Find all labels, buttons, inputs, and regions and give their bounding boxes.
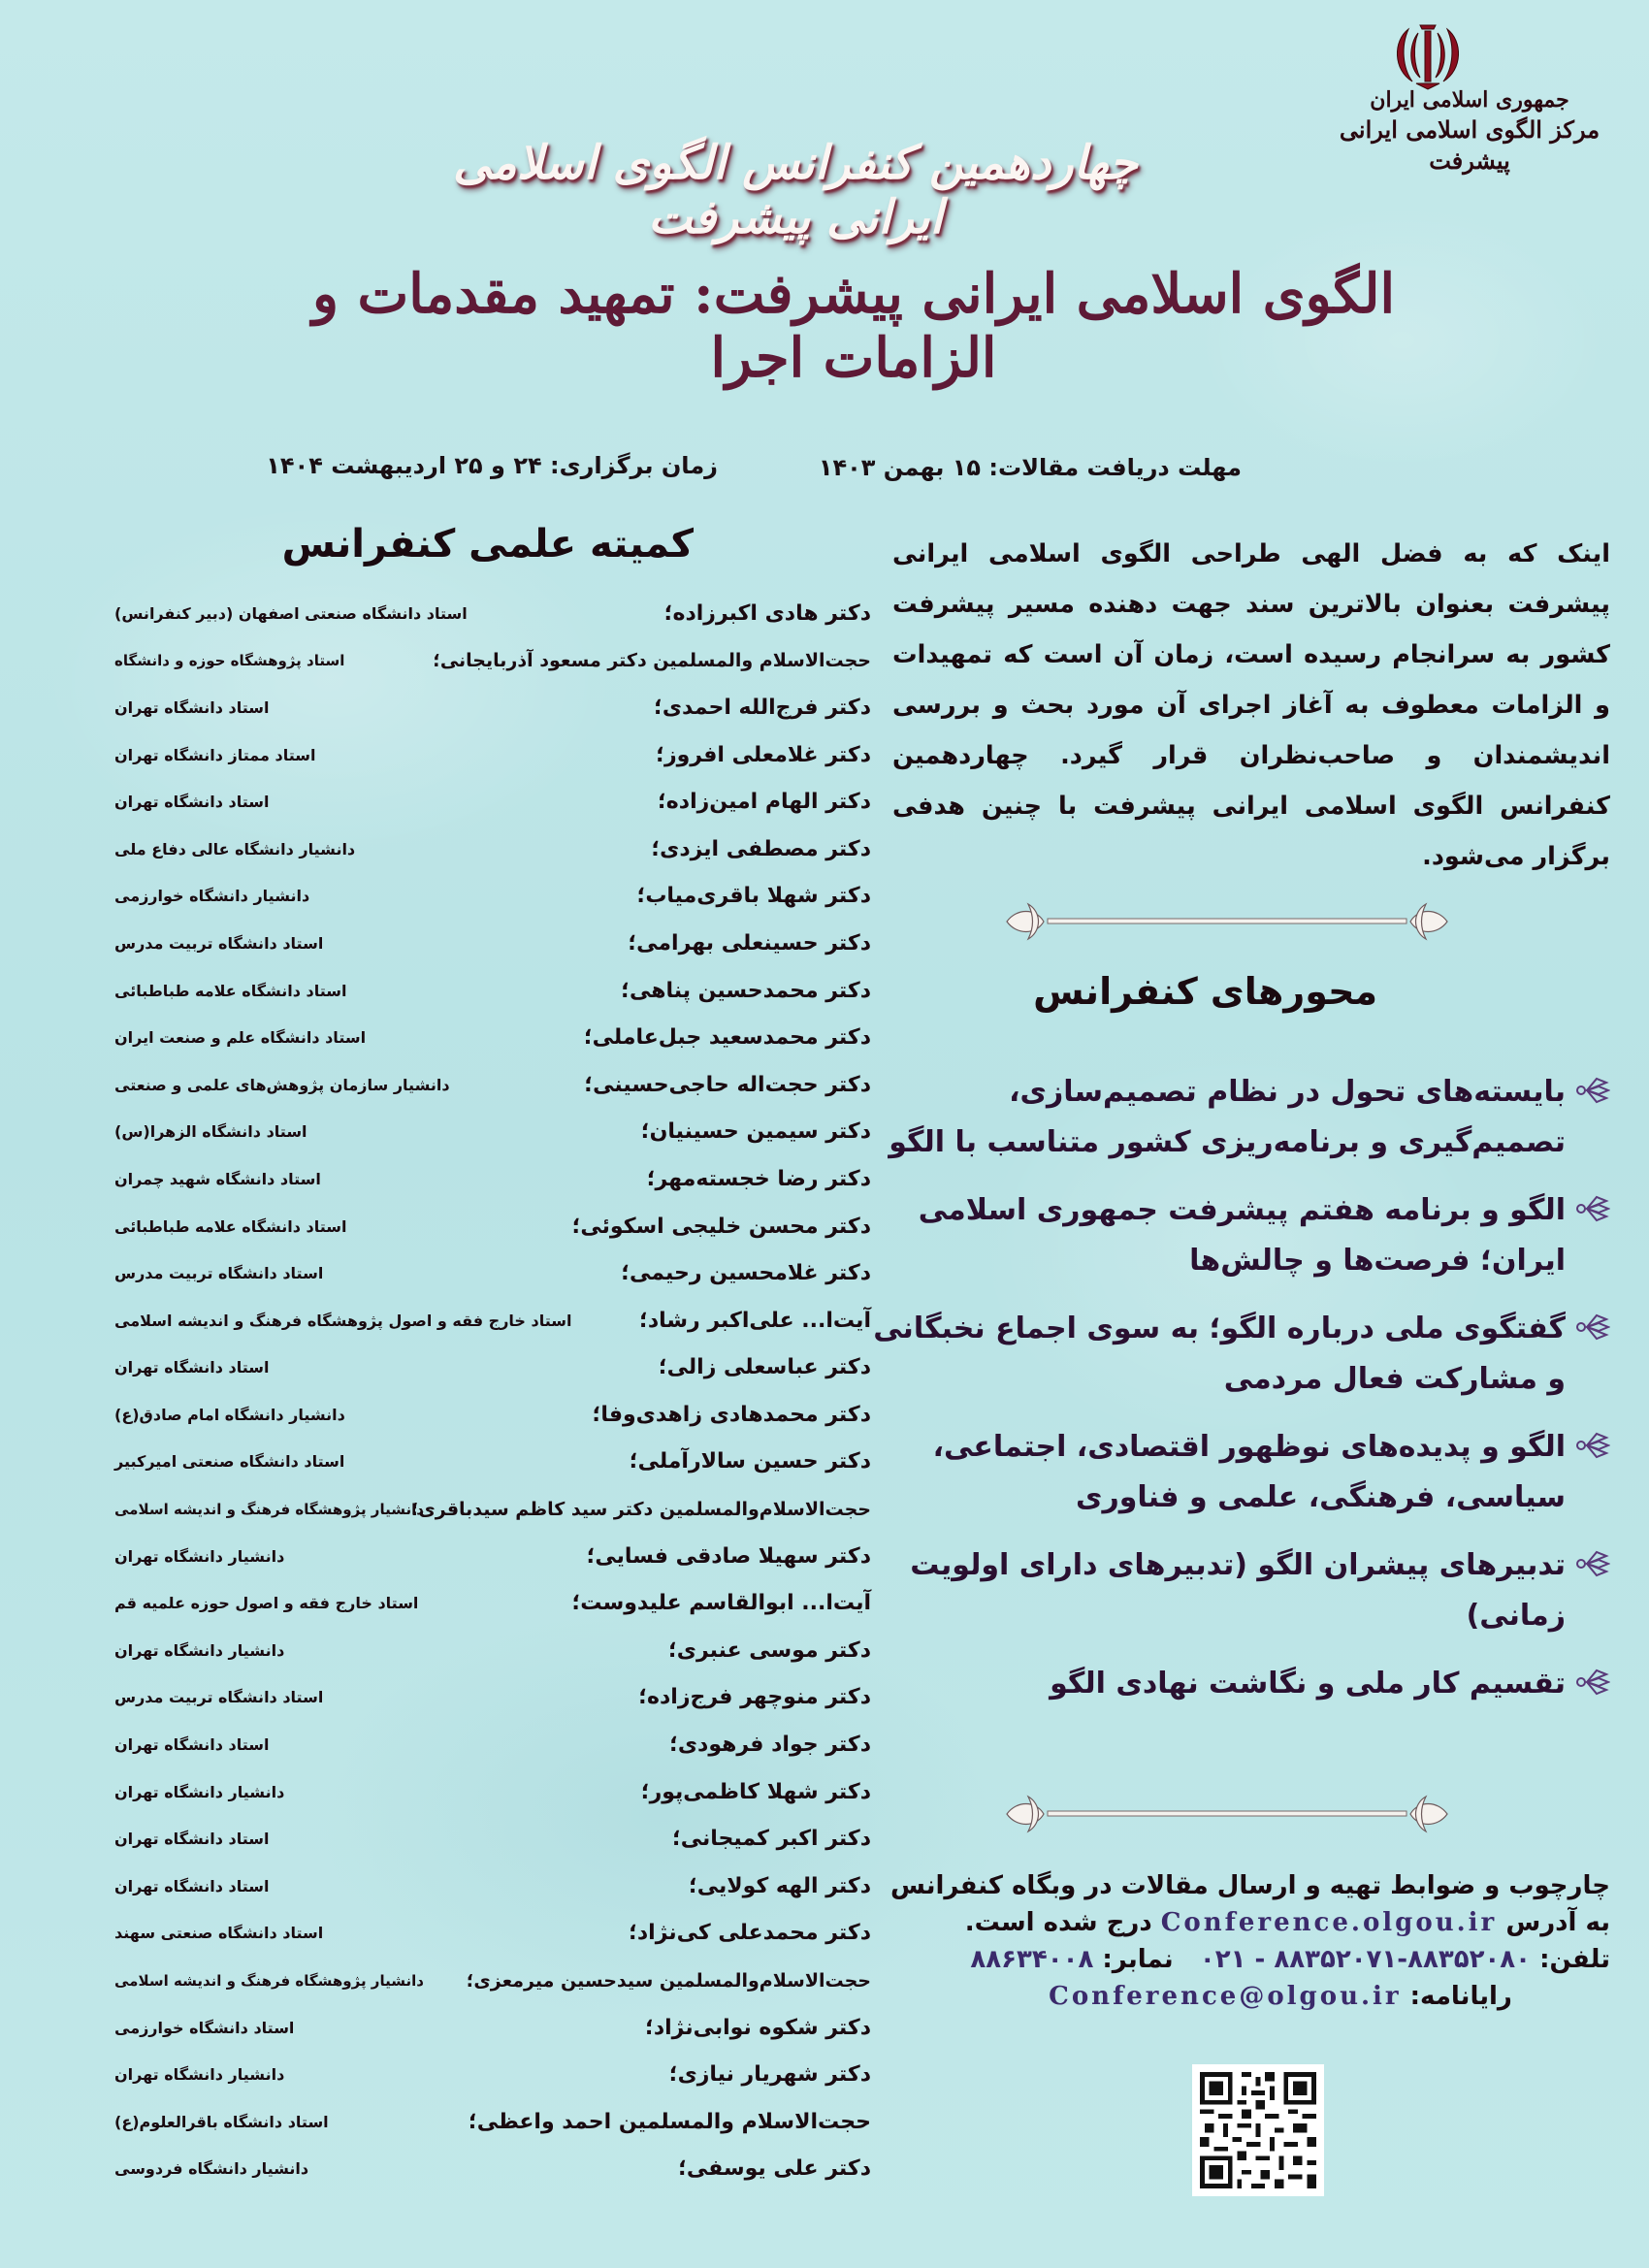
committee-member: [114, 2004, 871, 2052]
member-affiliation: استاد پژوهشگاه حوزه و دانشگاه: [114, 651, 345, 669]
member-name: دکتر منوچهر فرج‌زاده؛: [638, 1685, 871, 1710]
member-affiliation: دانشیار پژوهشگاه فرهنگ و اندیشه اسلامی: [114, 1500, 424, 1518]
qr-code-icon[interactable]: [1192, 2064, 1324, 2196]
member-name: آیت‌ا... ابوالقاسم علیدوست؛: [571, 1591, 871, 1616]
committee-member: [114, 1345, 871, 1392]
member-affiliation: استاد دانشگاه تهران: [114, 1735, 270, 1755]
member-name: دکتر مصطفی ایزدی؛: [651, 836, 871, 861]
member-name: دکتر محمدحسین پناهی؛: [621, 978, 871, 1003]
member-affiliation: دانشیار دانشگاه خوارزمی: [114, 887, 310, 906]
organization-name: [1329, 85, 1610, 177]
committee-member: [114, 1297, 871, 1345]
lotus-bullet-icon: [1573, 1191, 1610, 1226]
topic-item: [873, 1540, 1610, 1641]
committee-member: [114, 1815, 871, 1863]
lotus-bullet-icon: [1573, 1428, 1610, 1463]
committee-member: [114, 1957, 871, 2004]
iran-emblem-icon: [1379, 17, 1476, 95]
member-name: دکتر شهلا کاظمی‌پور؛: [640, 1779, 871, 1804]
topic-text: گفتگوی ملی درباره الگو؛ به سوی اجماع نخبگانی و مشارکت فعال مردمی: [873, 1312, 1566, 1396]
conference-title: چهاردهمین کنفرانس الگوی اسلامی ایرانی پیشرفت: [453, 136, 1138, 244]
committee-member: [114, 967, 871, 1015]
committee-title: کمیته علمی کنفرانس: [281, 522, 694, 567]
topics-title: محورهای کنفرانس: [1033, 970, 1377, 1013]
committee-member: [114, 826, 871, 873]
submission-info: [873, 1867, 1610, 2015]
committee-member: [114, 1061, 871, 1109]
committee-member: [114, 1863, 871, 1910]
committee-member: [114, 2051, 871, 2098]
committee-member: [114, 873, 871, 921]
member-name: حجت‌الاسلام‌والمسلمین دکتر سید کاظم سیدباقری؛: [410, 1498, 871, 1520]
member-name: دکتر غلامعلی افروز؛: [656, 742, 871, 767]
member-name: دکتر محسن خلیجی اسکوئی؛: [571, 1214, 871, 1239]
member-affiliation: استاد خارج فقه و اصول پژوهشگاه فرهنگ و اندیشه اسلامی: [114, 1311, 572, 1330]
topic-item: [873, 1659, 1610, 1709]
submission-line-2: [873, 1904, 1610, 1941]
member-affiliation: استاد دانشگاه تهران: [114, 697, 270, 717]
member-affiliation: استاد دانشگاه صنعتی اصفهان (دبیر کنفرانس): [114, 603, 468, 623]
committee-member: [114, 1627, 871, 1674]
committee-member: [114, 778, 871, 826]
committee-member: [114, 2146, 871, 2193]
member-name: حجت‌الاسلام‌والمسلمین سیدحسین میرمعزی؛: [466, 1969, 871, 1992]
member-name: دکتر سهیلا صادقی فسایی؛: [586, 1543, 871, 1569]
committee-member: [114, 684, 871, 731]
submission-deadline: مهلت دریافت مقالات: ۱۵ بهمن ۱۴۰۳: [818, 454, 1242, 481]
member-name: دکتر محمدعلی کی‌نژاد؛: [629, 1921, 871, 1946]
committee-member: [114, 1579, 871, 1627]
committee-member: [114, 637, 871, 685]
topic-item: [873, 1304, 1610, 1405]
member-name: دکتر حجت‌اله حاجی‌حسینی؛: [584, 1072, 871, 1097]
member-name: دکتر هادی اکبرزاده؛: [663, 600, 871, 626]
committee-member: [114, 1721, 871, 1768]
ornament-divider: [999, 900, 1455, 943]
committee-member: [114, 1910, 871, 1958]
committee-list: [114, 590, 871, 2192]
committee-member: [114, 731, 871, 779]
member-name: دکتر فرج‌الله احمدی؛: [654, 695, 871, 720]
member-name: دکتر حسین سالارآملی؛: [629, 1449, 871, 1474]
member-affiliation: استاد دانشگاه خوارزمی: [114, 2018, 295, 2037]
member-name: دکتر علی یوسفی؛: [678, 2156, 871, 2182]
member-affiliation: استاد دانشگاه تهران: [114, 793, 270, 812]
member-name: دکتر محمدسعید جبل‌عاملی؛: [583, 1025, 871, 1051]
topic-text: تقسیم کار ملی و نگاشت نهادی الگو: [1050, 1667, 1566, 1701]
committee-member: [114, 1109, 871, 1156]
member-name: دکتر شهلا باقری‌میاب؛: [636, 884, 871, 909]
fax-number: ۸۸۶۳۴۰۰۸: [970, 1945, 1094, 1974]
website-link[interactable]: Conference.olgou.ir: [1160, 1908, 1498, 1937]
member-affiliation: دانشیار پژوهشگاه فرهنگ و اندیشه اسلامی: [114, 1971, 424, 1990]
member-affiliation: استاد دانشگاه شهید چمران: [114, 1169, 321, 1188]
member-name: دکتر رضا خجسته‌مهر؛: [646, 1166, 871, 1191]
lotus-bullet-icon: [1573, 1546, 1610, 1581]
member-affiliation: دانشیار دانشگاه عالی دفاع ملی: [114, 839, 356, 859]
member-name: دکتر الهه کولایی؛: [688, 1873, 871, 1898]
committee-member: [114, 1014, 871, 1061]
committee-member: [114, 1768, 871, 1816]
event-date: زمان برگزاری: ۲۴ و ۲۵ اردیبهشت ۱۴۰۴: [266, 452, 718, 479]
lotus-bullet-icon: [1573, 1665, 1610, 1700]
member-name: دکتر شهریار نیازی؛: [668, 2062, 871, 2088]
member-affiliation: استاد دانشگاه صنعتی امیرکبیر: [114, 1452, 345, 1472]
member-affiliation: دانشیار دانشگاه تهران: [114, 1640, 285, 1660]
committee-member: [114, 1485, 871, 1533]
member-name: دکتر حسینعلی بهرامی؛: [628, 930, 871, 956]
member-affiliation: دانشیار سازمان پژوهش‌های علمی و صنعتی: [114, 1075, 450, 1094]
member-affiliation: استاد دانشگاه الزهرا(س): [114, 1122, 307, 1142]
topics-list: [873, 1067, 1610, 1727]
member-name: دکتر محمدهادی زاهدی‌وفا؛: [592, 1402, 871, 1427]
member-affiliation: دانشیار دانشگاه تهران: [114, 1782, 285, 1801]
member-affiliation: استاد دانشگاه تهران: [114, 1876, 270, 1895]
main-title: الگوی اسلامی ایرانی پیشرفت: تمهید مقدمات و الزامات اجرا: [311, 262, 1396, 390]
address-prefix: به آدرس: [1505, 1908, 1610, 1937]
member-name: دکتر اکبر کمیجانی؛: [671, 1827, 871, 1852]
committee-member: [114, 1155, 871, 1203]
committee-member: [114, 1391, 871, 1439]
address-suffix: درج شده است.: [964, 1908, 1152, 1937]
member-affiliation: استاد دانشگاه علامه طباطبائی: [114, 1216, 347, 1236]
committee-member: [114, 1439, 871, 1486]
lotus-bullet-icon: [1573, 1310, 1610, 1345]
member-name: حجت‌الاسلام والمسلمین احمد واعظی؛: [468, 2109, 871, 2134]
lotus-bullet-icon: [1573, 1073, 1610, 1108]
ornament-divider: [999, 1793, 1455, 1835]
member-name: دکتر عباسعلی زالی؛: [658, 1355, 871, 1380]
member-affiliation: استاد دانشگاه تهران: [114, 1830, 270, 1849]
member-name: دکتر غلامحسین رحیمی؛: [621, 1261, 871, 1286]
member-name: دکتر موسی عنبری؛: [667, 1637, 871, 1663]
committee-member: [114, 1674, 871, 1722]
topic-item: [873, 1185, 1610, 1286]
member-name: دکتر سیمین حسینیان؛: [640, 1119, 871, 1145]
member-affiliation: استاد خارج فقه و اصول حوزه علمیه قم: [114, 1594, 419, 1613]
member-affiliation: استاد دانشگاه علامه طباطبائی: [114, 981, 347, 1000]
topic-text: الگو و برنامه هفتم پیشرفت جمهوری اسلامی ایران؛ فرصت‌ها و چالش‌ها: [918, 1193, 1566, 1278]
committee-member: [114, 920, 871, 967]
topic-item: [873, 1067, 1610, 1168]
email-link[interactable]: Conference@olgou.ir: [1049, 1982, 1402, 2011]
member-affiliation: استاد دانشگاه باقرالعلوم(ع): [114, 2112, 329, 2131]
contact-line: [873, 1941, 1610, 1978]
topic-text: الگو و پدیده‌های نوظهور اقتصادی، اجتماعی، سیاسی، فرهنگی، علمی و فناوری: [932, 1430, 1566, 1514]
member-affiliation: استاد دانشگاه تربیت مدرس: [114, 1688, 324, 1707]
member-affiliation: استاد دانشگاه تربیت مدرس: [114, 1264, 324, 1283]
committee-member: [114, 590, 871, 637]
member-affiliation: استاد دانشگاه تربیت مدرس: [114, 933, 324, 953]
fax-label: نمابر:: [1102, 1945, 1174, 1974]
email-label: رایانامه:: [1409, 1982, 1512, 2011]
member-affiliation: دانشیار دانشگاه امام صادق(ع): [114, 1405, 345, 1424]
phone-number: ۰۲۱ - ۸۸۳۵۲۰۷۱-۸۸۳۵۲۰۸۰: [1199, 1945, 1532, 1974]
member-affiliation: دانشیار دانشگاه تهران: [114, 1546, 285, 1566]
committee-member: [114, 1249, 871, 1297]
phone-label: تلفن:: [1539, 1945, 1610, 1974]
member-affiliation: استاد دانشگاه علم و صنعت ایران: [114, 1028, 367, 1048]
topic-text: تدبیرهای پیشران الگو (تدبیرهای دارای اولویت زمانی): [910, 1548, 1566, 1633]
topic-item: [873, 1422, 1610, 1523]
member-affiliation: دانشیار دانشگاه تهران: [114, 2065, 285, 2085]
member-affiliation: استاد دانشگاه تهران: [114, 1358, 270, 1377]
committee-member: [114, 2098, 871, 2146]
member-affiliation: استاد ممتاز دانشگاه تهران: [114, 745, 316, 764]
member-affiliation: دانشیار دانشگاه فردوسی: [114, 2159, 309, 2179]
intro-paragraph: اینک که به فضل الهی طراحی الگوی اسلامی ایرانی پیشرفت بعنوان بالاترین سند جهت دهنده مسیر پیشرفت کشور به سرانجام رسیده است، زمان آن است که تمهیدات و الزامات معطوف به آغاز اجرای آن مورد بحث و بررسی اندیشمندان و صاحب‌نظران قرار گیرد. چهاردهمین کنفرانس الگوی اسلامی ایرانی پیشرفت با چنین هدفی برگزار می‌شود.: [892, 539, 1610, 871]
member-affiliation: استاد دانشگاه صنعتی سهند: [114, 1924, 324, 1943]
org-line-1: جمهوری اسلامی ایران: [1370, 87, 1569, 113]
submission-line-1: چارچوب و ضوابط تهیه و ارسال مقالات در وبگاه کنفرانس: [889, 1871, 1610, 1900]
member-name: دکتر جواد فرهودی؛: [669, 1733, 871, 1758]
email-line: [873, 1978, 1610, 2015]
member-name: دکتر شکوه نوابی‌نژاد؛: [645, 2015, 871, 2040]
org-line-2: مرکز الگوی اسلامی ایرانی پیشرفت: [1339, 115, 1600, 175]
member-name: حجت‌الاسلام والمسلمین دکتر مسعود آذربایجانی؛: [433, 649, 871, 671]
member-name: آیت‌ا... علی‌اکبر رشاد؛: [639, 1308, 871, 1333]
committee-member: [114, 1203, 871, 1250]
member-name: دکتر الهام امین‌زاده؛: [658, 790, 871, 815]
topic-text: بایسته‌های تحول در نظام تصمیم‌سازی، تصمیم‌گیری و برنامه‌ریزی کشور متناسب با الگو: [889, 1075, 1566, 1159]
committee-member: [114, 1533, 871, 1580]
